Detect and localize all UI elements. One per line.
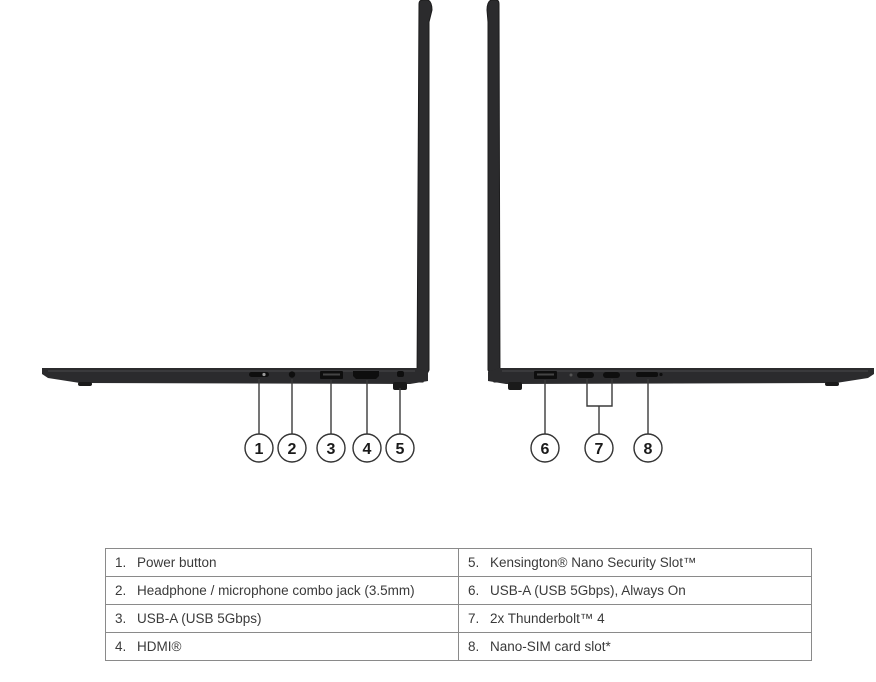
thunderbolt-port-1 bbox=[577, 372, 594, 378]
callout-markers bbox=[245, 434, 662, 462]
right-view-lid bbox=[487, 0, 500, 382]
port-item-label: USB-A (USB 5Gbps), Always On bbox=[490, 583, 686, 598]
audio-jack-port bbox=[289, 371, 295, 377]
callout-7 bbox=[585, 434, 613, 462]
callout-3-label: 3 bbox=[326, 441, 336, 458]
thunderbolt-port-2 bbox=[603, 372, 620, 378]
table-row bbox=[106, 605, 812, 633]
sim-eject-hole bbox=[659, 373, 662, 376]
callout-8 bbox=[634, 434, 662, 462]
callout-1 bbox=[245, 434, 273, 462]
callout-5 bbox=[386, 434, 414, 462]
table-row bbox=[106, 633, 812, 661]
kensington-slot bbox=[397, 371, 404, 377]
port-item-label: Nano-SIM card slot* bbox=[490, 639, 611, 654]
table-row bbox=[106, 549, 812, 577]
laptop-right-side-view bbox=[487, 0, 874, 390]
callout-2 bbox=[278, 434, 306, 462]
callout-7-label: 7 bbox=[594, 441, 604, 458]
port-item-label: Power button bbox=[137, 555, 217, 570]
port-item-label: Kensington® Nano Security Slot™ bbox=[490, 555, 697, 570]
port-item-7: 7. 2x Thunderbolt™ 4 bbox=[459, 605, 812, 633]
callout-4-label: 4 bbox=[362, 441, 372, 458]
callout-8-label: 8 bbox=[643, 441, 653, 458]
left-view-lid bbox=[417, 0, 432, 382]
port-item-2: 2. Headphone / microphone combo jack (3.5mm) bbox=[106, 577, 459, 605]
hdmi-port bbox=[353, 371, 379, 379]
ports-legend-table bbox=[105, 548, 812, 661]
port-item-5: 5. Kensington® Nano Security Slot™ bbox=[459, 549, 812, 577]
callout-6-label: 6 bbox=[540, 441, 550, 458]
callout-6 bbox=[531, 434, 559, 462]
laptop-left-side-view bbox=[42, 0, 432, 390]
table-row bbox=[106, 577, 812, 605]
port-item-1: 1. Power button bbox=[106, 549, 459, 577]
port-item-6: 6. USB-A (USB 5Gbps), Always On bbox=[459, 577, 812, 605]
callout-1-label: 1 bbox=[254, 441, 264, 458]
callout-3 bbox=[317, 434, 345, 462]
charging-led bbox=[570, 374, 573, 377]
left-view-rear-foot bbox=[78, 382, 92, 386]
right-view-rear-foot bbox=[825, 382, 839, 386]
port-item-label: 2x Thunderbolt™ 4 bbox=[490, 611, 605, 626]
port-item-label: USB-A (USB 5Gbps) bbox=[137, 611, 262, 626]
port-item-label: HDMI® bbox=[137, 639, 182, 654]
callout-leader-lines bbox=[259, 379, 648, 434]
port-item-label: Headphone / microphone combo jack (3.5mm) bbox=[137, 583, 415, 598]
port-item-4: 4. HDMI® bbox=[106, 633, 459, 661]
port-item-3: 3. USB-A (USB 5Gbps) bbox=[106, 605, 459, 633]
nano-sim-slot bbox=[636, 372, 658, 377]
callout-2-label: 2 bbox=[287, 441, 297, 458]
right-view-front-foot bbox=[508, 382, 522, 390]
power-button-port bbox=[249, 372, 269, 377]
callout-4 bbox=[353, 434, 381, 462]
port-item-8: 8. Nano-SIM card slot* bbox=[459, 633, 812, 661]
callout-5-label: 5 bbox=[395, 441, 405, 458]
